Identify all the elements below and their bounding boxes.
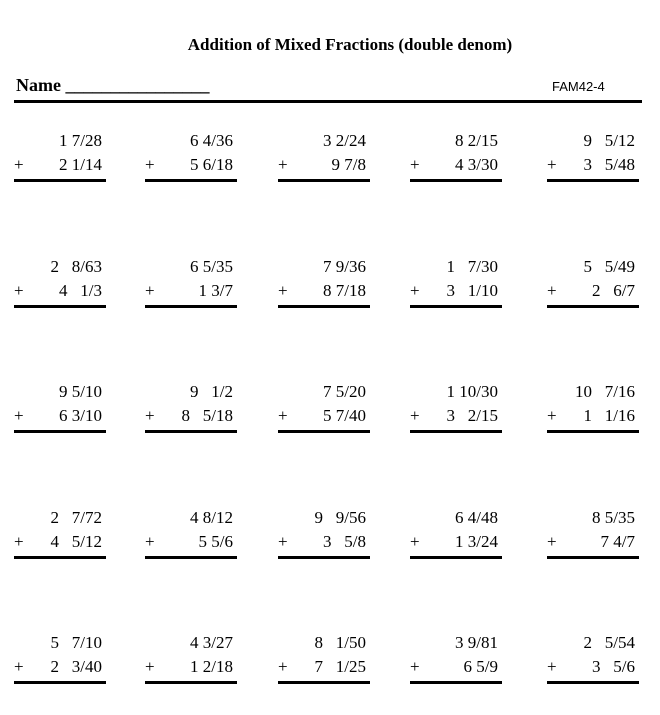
first-addend: 1 7/28 <box>59 131 102 150</box>
addition-problem <box>278 382 370 442</box>
second-addend: 1 2/18 <box>190 657 233 676</box>
plus-sign: + <box>410 155 420 174</box>
second-addend: 8 7/18 <box>323 281 366 300</box>
answer-line <box>145 305 237 308</box>
plus-sign: + <box>547 406 557 425</box>
first-addend: 4 8/12 <box>190 508 233 527</box>
plus-sign: + <box>14 657 24 676</box>
plus-sign: + <box>278 281 288 300</box>
addition-problem <box>145 633 237 693</box>
answer-line <box>410 305 502 308</box>
answer-line <box>278 556 370 559</box>
second-addend: 4 5/12 <box>50 532 102 551</box>
plus-sign: + <box>145 155 155 174</box>
second-addend: 9 7/8 <box>331 155 366 174</box>
second-addend: 2 3/40 <box>50 657 102 676</box>
addition-problem <box>410 257 502 317</box>
addition-problem <box>547 382 639 442</box>
addition-problem <box>410 382 502 442</box>
addition-problem <box>14 382 106 442</box>
answer-line <box>14 179 106 182</box>
plus-sign: + <box>547 532 557 551</box>
first-addend: 5 5/49 <box>583 257 635 276</box>
answer-line <box>145 430 237 433</box>
answer-line <box>410 556 502 559</box>
plus-sign: + <box>14 281 24 300</box>
first-addend: 9 1/2 <box>190 382 233 401</box>
plus-sign: + <box>410 406 420 425</box>
addition-problem <box>547 257 639 317</box>
addition-problem <box>145 382 237 442</box>
second-addend: 3 5/6 <box>592 657 635 676</box>
answer-line <box>410 430 502 433</box>
first-addend: 4 3/27 <box>190 633 233 652</box>
addition-problem <box>410 508 502 568</box>
addition-problem <box>14 131 106 191</box>
second-addend: 6 5/9 <box>463 657 498 676</box>
plus-sign: + <box>547 281 557 300</box>
plus-sign: + <box>410 281 420 300</box>
plus-sign: + <box>410 657 420 676</box>
first-addend: 6 4/48 <box>455 508 498 527</box>
plus-sign: + <box>145 406 155 425</box>
second-addend: 5 5/6 <box>198 532 233 551</box>
answer-line <box>278 179 370 182</box>
addition-problem <box>278 633 370 693</box>
second-addend: 5 7/40 <box>323 406 366 425</box>
first-addend: 2 5/54 <box>583 633 635 652</box>
addition-problem <box>547 131 639 191</box>
addition-problem <box>14 508 106 568</box>
second-addend: 2 6/7 <box>592 281 635 300</box>
plus-sign: + <box>145 532 155 551</box>
answer-line <box>547 681 639 684</box>
plus-sign: + <box>410 532 420 551</box>
first-addend: 3 2/24 <box>323 131 366 150</box>
plus-sign: + <box>547 155 557 174</box>
plus-sign: + <box>278 406 288 425</box>
second-addend: 5 6/18 <box>190 155 233 174</box>
answer-line <box>547 430 639 433</box>
addition-problem <box>410 633 502 693</box>
addition-problem <box>547 508 639 568</box>
plus-sign: + <box>278 657 288 676</box>
first-addend: 5 7/10 <box>50 633 102 652</box>
second-addend: 1 1/16 <box>583 406 635 425</box>
second-addend: 6 3/10 <box>59 406 102 425</box>
first-addend: 8 2/15 <box>455 131 498 150</box>
answer-line <box>410 681 502 684</box>
answer-line <box>278 430 370 433</box>
answer-line <box>145 681 237 684</box>
first-addend: 1 10/30 <box>446 382 498 401</box>
first-addend: 10 7/16 <box>575 382 635 401</box>
plus-sign: + <box>14 406 24 425</box>
addition-problem <box>278 508 370 568</box>
answer-line <box>410 179 502 182</box>
answer-line <box>145 179 237 182</box>
addition-problem <box>278 131 370 191</box>
first-addend: 2 8/63 <box>50 257 102 276</box>
answer-line <box>14 430 106 433</box>
answer-line <box>547 556 639 559</box>
plus-sign: + <box>145 657 155 676</box>
worksheet-title: Addition of Mixed Fractions (double denom) <box>187 35 513 54</box>
answer-line <box>547 305 639 308</box>
addition-problem <box>547 633 639 693</box>
plus-sign: + <box>14 155 24 174</box>
first-addend: 8 5/35 <box>592 508 635 527</box>
first-addend: 9 9/56 <box>314 508 366 527</box>
worksheet-code: FAM42-4 <box>552 79 605 94</box>
second-addend: 8 5/18 <box>181 406 233 425</box>
answer-line <box>14 556 106 559</box>
second-addend: 4 1/3 <box>59 281 102 300</box>
addition-problem <box>145 257 237 317</box>
first-addend: 9 5/10 <box>59 382 102 401</box>
addition-problem <box>410 131 502 191</box>
addition-problem <box>145 508 237 568</box>
answer-line <box>14 305 106 308</box>
second-addend: 7 1/25 <box>314 657 366 676</box>
answer-line <box>547 179 639 182</box>
first-addend: 9 5/12 <box>583 131 635 150</box>
answer-line <box>278 681 370 684</box>
second-addend: 3 5/48 <box>583 155 635 174</box>
second-addend: 3 2/15 <box>446 406 498 425</box>
second-addend: 4 3/30 <box>455 155 498 174</box>
plus-sign: + <box>145 281 155 300</box>
name-field-label: Name ________________ <box>16 75 210 95</box>
first-addend: 6 5/35 <box>190 257 233 276</box>
addition-problem <box>14 257 106 317</box>
first-addend: 7 5/20 <box>323 382 366 401</box>
plus-sign: + <box>14 532 24 551</box>
first-addend: 6 4/36 <box>190 131 233 150</box>
second-addend: 1 3/24 <box>455 532 498 551</box>
addition-problem <box>278 257 370 317</box>
second-addend: 1 3/7 <box>198 281 233 300</box>
second-addend: 2 1/14 <box>59 155 102 174</box>
second-addend: 7 4/7 <box>600 532 635 551</box>
addition-problem <box>145 131 237 191</box>
header-divider <box>14 100 642 103</box>
second-addend: 3 1/10 <box>446 281 498 300</box>
first-addend: 1 7/30 <box>446 257 498 276</box>
answer-line <box>278 305 370 308</box>
plus-sign: + <box>278 532 288 551</box>
answer-line <box>145 556 237 559</box>
first-addend: 3 9/81 <box>455 633 498 652</box>
first-addend: 7 9/36 <box>323 257 366 276</box>
plus-sign: + <box>547 657 557 676</box>
first-addend: 2 7/72 <box>50 508 102 527</box>
second-addend: 3 5/8 <box>323 532 366 551</box>
addition-problem <box>14 633 106 693</box>
answer-line <box>14 681 106 684</box>
first-addend: 8 1/50 <box>314 633 366 652</box>
plus-sign: + <box>278 155 288 174</box>
